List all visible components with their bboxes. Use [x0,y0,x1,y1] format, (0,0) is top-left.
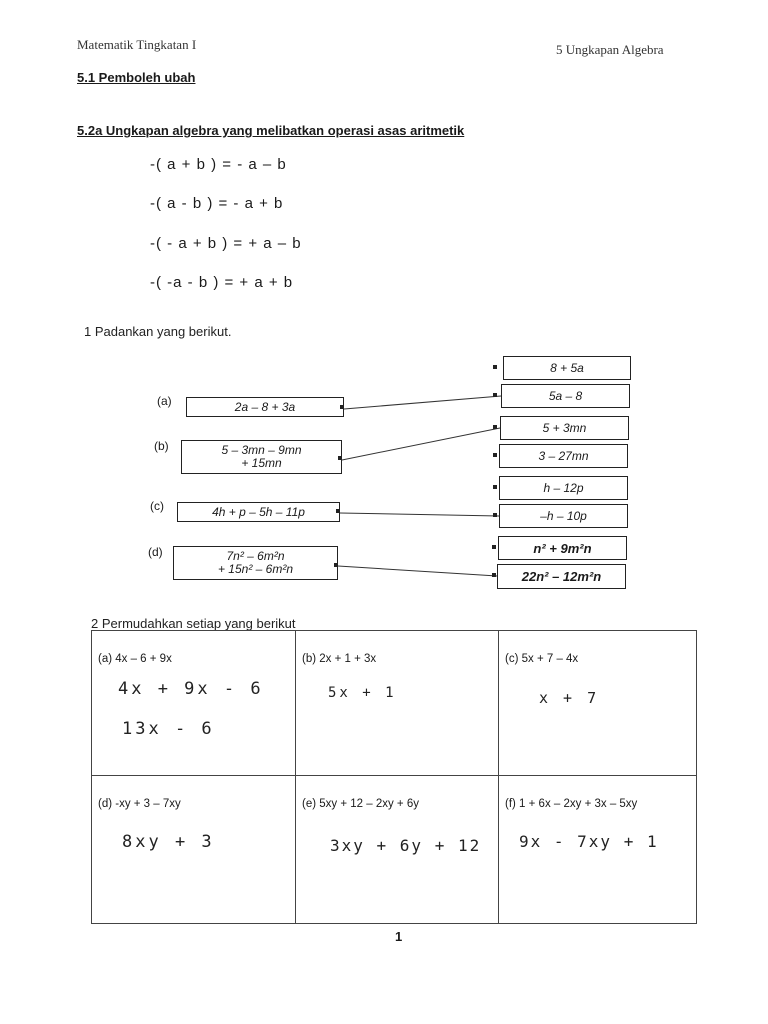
cell-d-answer-1: 8xy + 3 [122,832,215,852]
question-1-title: 1 Padankan yang berikut. [84,324,232,339]
dot-r2 [493,393,497,397]
right-item-1-text: 8 + 5a [550,360,584,375]
right-item-2 [501,384,630,408]
question-2-title: 2 Permudahkan setiap yang berikut [91,616,296,631]
right-item-6-text: –h – 10p [540,508,587,523]
section-title-5-1: 5.1 Pemboleh ubah [77,70,196,85]
right-item-7-text: n² + 9m²n [533,540,592,556]
cell-a-answer-2: 13x - 6 [122,719,215,739]
header-right: 5 Ungkapan Algebra [556,42,664,57]
page-number: 1 [395,929,403,944]
rule-3: -( - a + b ) = + a – b [150,235,302,252]
cell-f [499,776,696,923]
cell-f-question: (f) 1 + 6x – 2xy + 3x – 5xy [505,798,638,810]
left-item-a-text: 2a – 8 + 3a [234,399,296,414]
label-b: (b) [154,439,169,453]
cell-e [296,776,499,923]
cell-c-question: (c) 5x + 7 – 4x [505,653,579,665]
answer-grid [91,630,697,924]
dot-r5 [493,485,497,489]
section-title-5-2a: 5.2a Ungkapan algebra yang melibatkan operasi asas aritmetik [77,123,465,138]
left-item-c [177,502,340,522]
dot-r4 [493,453,497,457]
right-item-3 [500,416,629,440]
cell-b-answer-1: 5x + 1 [328,685,397,701]
match-line-a [344,396,501,409]
left-item-c-text: 4h + p – 5h – 11p [212,504,305,519]
rule-2: -( a - b ) = - a + b [150,195,284,212]
right-item-5-text: h – 12p [543,480,584,495]
cell-f-answer-1: 9x - 7xy + 1 [519,832,659,851]
cell-a-answer-1: 4x + 9x - 6 [118,679,264,699]
left-item-d-line1: 7n² – 6m²n [226,549,285,563]
cell-b [296,631,499,776]
cell-e-answer-1: 3xy + 6y + 12 [330,836,482,855]
left-item-b [181,440,342,474]
dot-r8 [492,573,496,577]
left-item-b-line2: + 15mn [241,456,282,470]
left-item-b-line1: 5 – 3mn – 9mn [221,443,302,457]
dot-r6 [493,513,497,517]
right-item-8-text: 22n² – 12m²n [521,569,602,584]
cell-a [92,631,296,776]
right-item-1 [503,356,631,380]
label-d: (d) [148,545,163,559]
left-item-d-line2: + 15n² – 6m²n [217,562,294,576]
header-left: Matematik Tingkatan I [77,37,197,52]
right-item-3-text: 5 + 3mn [542,420,587,435]
left-item-d [173,546,338,580]
left-item-a [186,397,344,417]
dot-r3 [493,425,497,429]
right-item-6 [499,504,628,528]
right-item-4 [499,444,628,468]
right-item-2-text: 5a – 8 [548,388,583,403]
match-line-d [338,566,497,576]
right-item-4-text: 3 – 27mn [538,448,589,463]
right-item-7 [498,536,627,560]
label-a: (a) [157,394,172,408]
rule-4: -( -a - b ) = + a + b [150,274,294,291]
right-item-5 [499,476,628,500]
dot-r1 [493,365,497,369]
match-line-b [342,428,500,460]
cell-a-question: (a) 4x – 6 + 9x [98,653,172,665]
right-item-8 [497,564,626,589]
dot-r7 [492,545,496,549]
cell-d-question: (d) -xy + 3 – 7xy [98,798,181,810]
cell-c-answer-1: x + 7 [539,689,600,707]
match-line-c [340,513,499,516]
cell-b-question: (b) 2x + 1 + 3x [302,653,377,665]
cell-c [499,631,696,776]
rule-1: -( a + b ) = - a – b [150,156,287,173]
cell-d [92,776,296,923]
label-c: (c) [150,499,164,513]
cell-e-question: (e) 5xy + 12 – 2xy + 6y [302,798,419,810]
